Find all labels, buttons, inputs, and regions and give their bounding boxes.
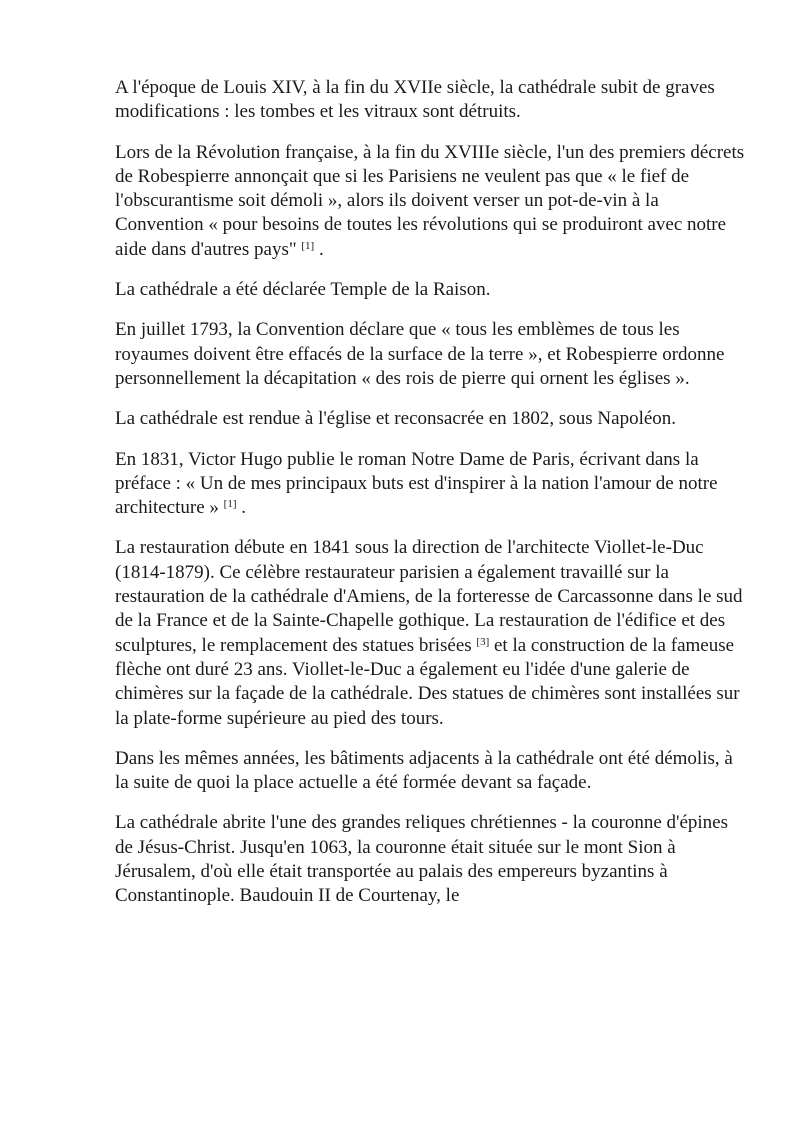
paragraph-restauration-end: et la construction de la fameuse flèche ont duré 23 ans. Viollet-le-Duc a également eu l'idée d'une galerie de chimères sur la façade de la cathédrale. Des statues de chimères sont installées sur la plate-forme supérieure au pied des tours. [115,634,740,729]
paragraph-revolution [115,141,745,262]
paragraph-restauration [115,536,745,730]
paragraph-batiments: Dans les mêmes années, les bâtiments adjacents à la cathédrale ont été démolis, à la suite de quoi la place actuelle a été formée devant sa façade. [115,747,733,794]
document-page [115,76,745,925]
paragraph-victor-hugo [115,448,745,521]
paragraph-restauration-text: La restauration débute en 1841 sous la direction de l'architecte Viollet-le-Duc (1814-1879). Ce célèbre restaurateur parisien a également travaillé sur la restauration de la cathédrale d'Amiens, de la forteresse de Carcassonne dans le sud de la France et de la Sainte-Chapelle gothique. La restauration de l'édifice et des sculptures, le remplacement des statues brisées [115,537,743,656]
paragraph-louis-xiv: A l'époque de Louis XIV, à la fin du XVIIe siècle, la cathédrale subit de graves modifications : les tombes et les vitraux sont détruits. [115,77,715,123]
footnote-ref[interactable]: [1] [223,498,237,511]
paragraph-1802: La cathédrale est rendue à l'église et reconsacrée en 1802, sous Napoléon. [115,408,677,430]
paragraph-juillet-1793: En juillet 1793, la Convention déclare que « tous les emblèmes de tous les royaumes doivent être effacés de la surface de la terre », et Robespierre ordonne personnellement la décapitation « des rois de pierre qui ornent les églises ». [115,319,725,389]
footnote-ref[interactable]: [3] [476,635,490,648]
paragraph-revolution-end: . [314,238,324,260]
paragraph-couronne: La cathédrale abrite l'une des grandes reliques chrétiennes - la couronne d'épines de Jésus-Christ. Jusqu'en 1063, la couronne était située sur le mont Sion à Jérusalem, d'où elle était transportée au palais des empereurs byzantins à Constantinople. Baudouin II de Courtenay, le [115,812,728,907]
paragraph-temple-raison: La cathédrale a été déclarée Temple de la Raison. [115,279,491,301]
footnote-ref[interactable]: [1] [301,239,315,252]
paragraph-revolution-text: Lors de la Révolution française, à la fin du XVIIIe siècle, l'un des premiers décrets de Robespierre annonçait que si les Parisiens ne veulent pas que « le fief de l'obscurantisme soit démoli », alors ils doivent verser un pot-de-vin à la Convention « pour besoins de toutes les révolutions qui se produiront avec notre aide dans d'autres pays" [115,141,745,260]
paragraph-victor-hugo-end: . [236,497,246,519]
paragraph-victor-hugo-text: En 1831, Victor Hugo publie le roman Notre Dame de Paris, écrivant dans la préface : « Un de mes principaux buts est d'inspirer à la nation l'amour de notre architecture » [115,448,718,519]
